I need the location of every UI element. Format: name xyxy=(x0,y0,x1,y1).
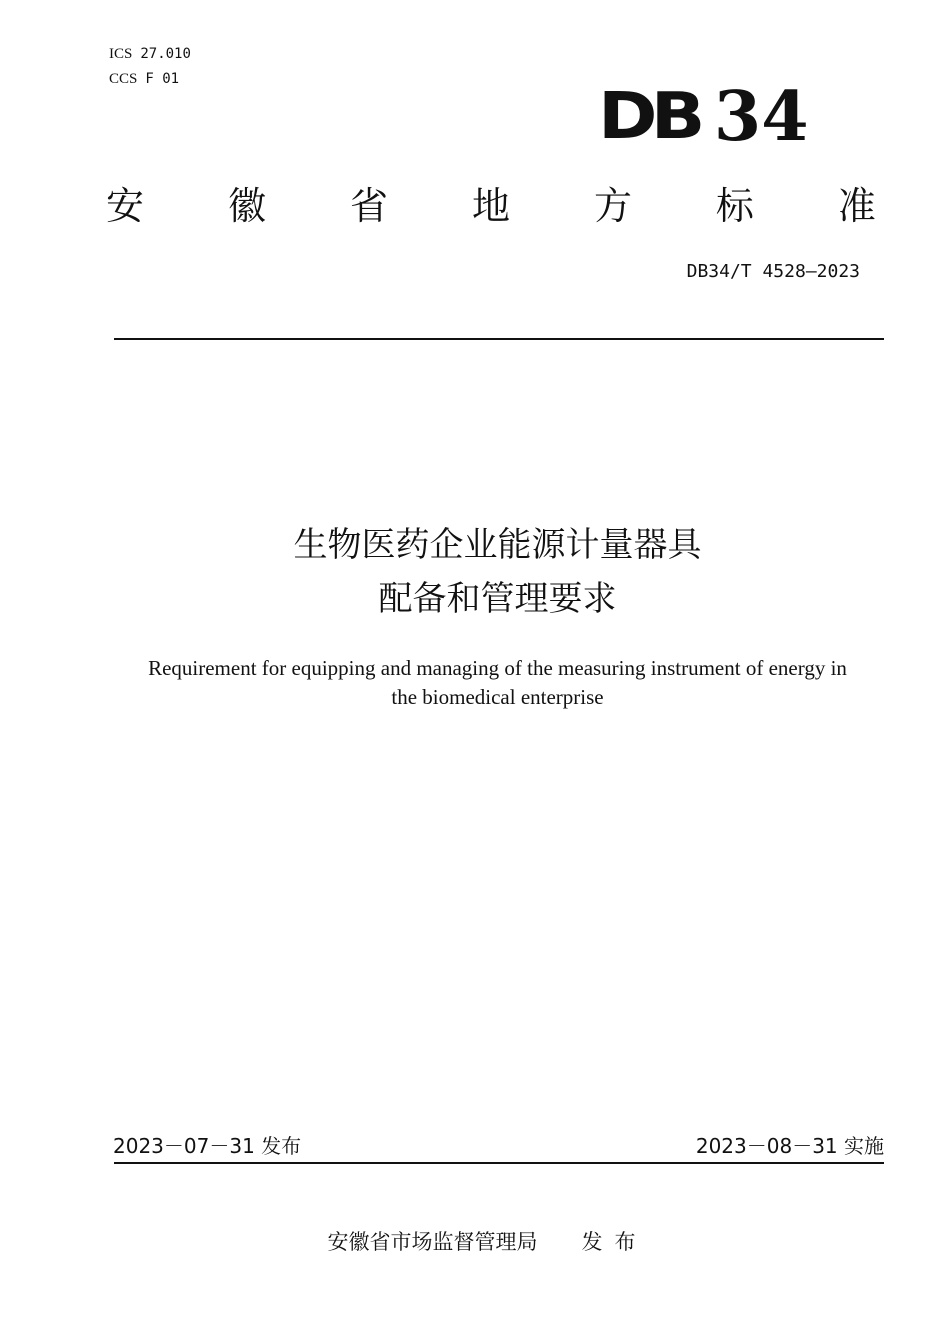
standard-number: DB34/T 4528—2023 xyxy=(686,261,860,282)
bottom-divider xyxy=(114,1162,884,1164)
implement-date: 2023－08－31 实施 xyxy=(695,1134,884,1158)
issuer-name: 安徽省市场监督管理局 xyxy=(327,1230,538,1254)
logo-letters: DB xyxy=(598,80,699,154)
logo-number: 34 xyxy=(713,77,809,157)
standard-type-char: 徽 xyxy=(227,184,266,228)
ics-code: 27.010 xyxy=(140,46,191,62)
ccs-code: F 01 xyxy=(145,71,180,87)
standard-type-char: 安 xyxy=(106,184,145,228)
top-divider xyxy=(114,338,884,340)
standard-type-char: 省 xyxy=(349,184,388,228)
standard-type-char: 地 xyxy=(471,184,510,228)
standard-type-char: 标 xyxy=(715,184,754,228)
standard-type-heading xyxy=(106,182,876,230)
ccs-label: CCS xyxy=(109,71,138,87)
ics-label: ICS xyxy=(109,46,133,62)
standard-type-char: 准 xyxy=(837,184,876,228)
ics-classification xyxy=(109,45,191,63)
standard-type-char: 方 xyxy=(593,184,632,228)
publish-date: 2023－07－31 发布 xyxy=(113,1134,302,1158)
title-cn-line-2: 配备和管理要求 xyxy=(378,579,617,619)
issuer-action: 发布 xyxy=(581,1230,648,1254)
title-en-line-1: Requirement for equipping and managing of the measuring instrument of energy in xyxy=(148,656,847,680)
issuer-line xyxy=(0,1227,950,1257)
db34-logo xyxy=(598,77,809,157)
ccs-classification xyxy=(109,70,179,88)
title-en-line-2: the biomedical enterprise xyxy=(391,685,604,709)
title-cn-line-1: 生物医药企业能源计量器具 xyxy=(293,525,702,565)
